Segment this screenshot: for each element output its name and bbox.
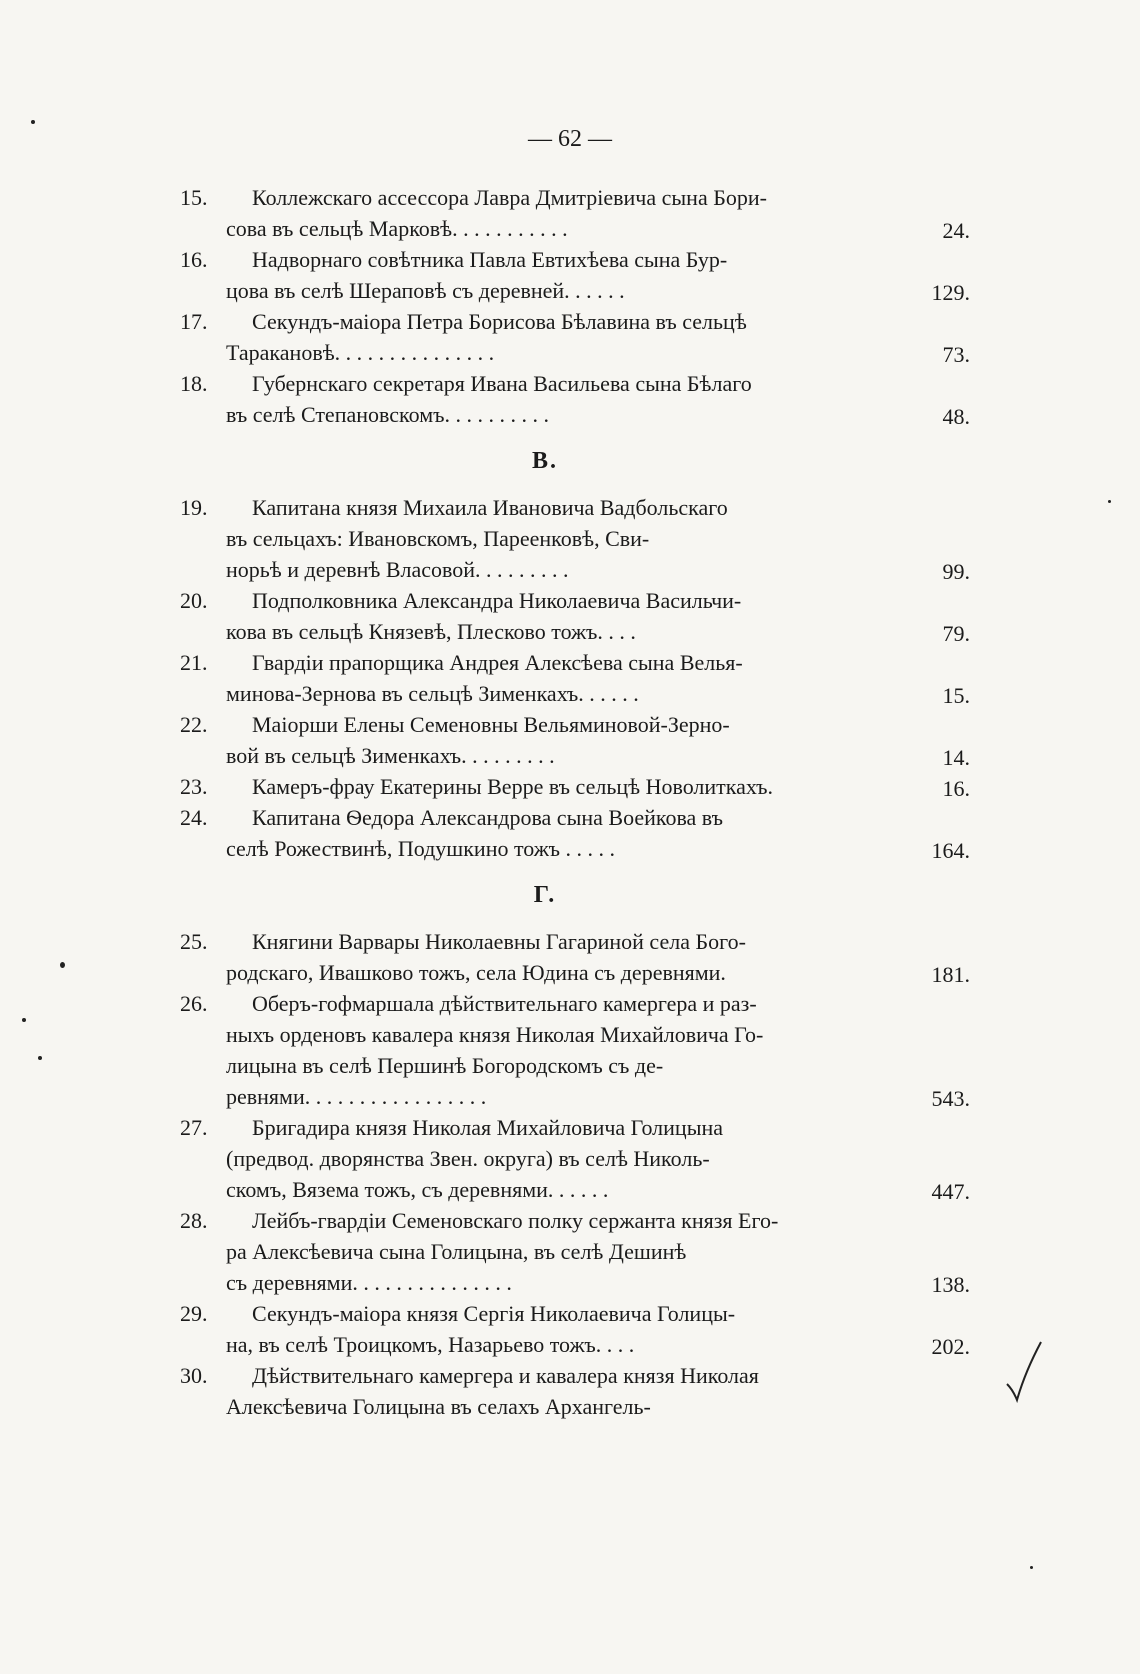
entry-text: норьѣ и деревнѣ Власовой. . . . . . . . . (226, 557, 569, 582)
entry-text: ра Алексѣевича сына Голицына, въ селѣ Дешинѣ (226, 1239, 687, 1264)
entry-text: Дѣйствительнаго камергера и кавалера князя Николая (252, 1363, 759, 1388)
entry-number: 18. (180, 371, 208, 396)
entry-text: сова въ сельцѣ Марковѣ. . . . . . . . . . . (226, 216, 568, 241)
index-entry (180, 368, 970, 430)
entry-number: 25. (180, 929, 208, 954)
entry-line (180, 1236, 970, 1267)
entry-text: Капитана Ѳедора Александрова сына Воейкова въ (252, 805, 724, 830)
page-reference: 447. (931, 1179, 970, 1204)
entry-line (180, 678, 970, 709)
index-entry (180, 306, 970, 368)
entry-text: лицына въ селѣ Першинѣ Богородскомъ съ де- (226, 1053, 664, 1078)
ink-speck (1030, 1566, 1033, 1569)
index-entry (180, 492, 970, 585)
entry-line (180, 1329, 970, 1360)
entry-number: 15. (180, 185, 208, 210)
entry-text: Княгини Варвары Николаевны Гагариной села Бого- (252, 929, 746, 954)
entry-text: селѣ Рожествинѣ, Подушкино тожъ . . . . . (226, 836, 616, 861)
entry-line (180, 709, 970, 740)
entry-number: 19. (180, 495, 208, 520)
entry-line (180, 554, 970, 585)
entry-line (180, 771, 970, 802)
entry-number: 27. (180, 1115, 208, 1140)
entry-text: Секундъ-маіора Петра Борисова Бѣлавина въ сельцѣ (252, 309, 747, 334)
entry-number: 21. (180, 650, 208, 675)
page-reference: 73. (942, 342, 970, 367)
ink-speck (1108, 500, 1111, 503)
section-letter: Г. (533, 882, 557, 908)
entry-number: 26. (180, 991, 208, 1016)
entry-number: 16. (180, 247, 208, 272)
entry-line (180, 1081, 970, 1112)
entry-line (180, 585, 970, 616)
page-number: — 62 — (528, 126, 612, 152)
entry-text: на, въ селѣ Троицкомъ, Назарьево тожъ. . . . (226, 1332, 635, 1357)
index-entry (180, 1112, 970, 1205)
index-entry (180, 182, 970, 244)
index-entry (180, 244, 970, 306)
entry-text: Губернскаго секретаря Ивана Васильева сына Бѣлаго (252, 371, 752, 396)
entry-text: Надворнаго совѣтника Павла Евтихѣева сына Бур- (252, 247, 728, 272)
entry-line (180, 740, 970, 771)
entry-text: Капитана князя Михаила Ивановича Вадбольскаго (252, 495, 728, 520)
index-entry (180, 1298, 970, 1360)
entry-text: Бригадира князя Николая Михайловича Голицына (252, 1115, 724, 1140)
page-reference: 48. (942, 404, 970, 429)
entry-line (180, 399, 970, 430)
entry-line (180, 337, 970, 368)
entry-text: съ деревнями. . . . . . . . . . . . . . . (226, 1270, 512, 1295)
entry-number: 20. (180, 588, 208, 613)
entry-text: кова въ сельцѣ Князевѣ, Плесково тожъ. . . . (226, 619, 636, 644)
entry-line (180, 957, 970, 988)
entry-line (180, 1267, 970, 1298)
entry-number: 30. (180, 1363, 208, 1388)
entry-text: ныхъ орденовъ кавалера князя Николая Михайловича Го- (226, 1022, 764, 1047)
entry-line (180, 244, 970, 275)
ink-speck (60, 962, 65, 968)
index-entry (180, 771, 970, 802)
entry-line (180, 616, 970, 647)
entry-line (180, 213, 970, 244)
entry-text: вой въ сельцѣ Зименкахъ. . . . . . . . . (226, 743, 555, 768)
entry-line (180, 1298, 970, 1329)
page-reference: 181. (931, 962, 970, 987)
entry-line (180, 523, 970, 554)
entry-line (180, 1205, 970, 1236)
section-letter: В. (531, 448, 558, 474)
entry-line (180, 1391, 970, 1422)
entry-text: Таракановѣ. . . . . . . . . . . . . . . (226, 340, 495, 365)
entry-number: 24. (180, 805, 208, 830)
index-entry (180, 1360, 970, 1422)
entry-line (180, 988, 970, 1019)
entry-text: (предвод. дворянства Звен. округа) въ селѣ Николь- (226, 1146, 710, 1171)
page-reference: 99. (942, 559, 970, 584)
index-list (180, 182, 970, 1422)
index-entry (180, 802, 970, 864)
entry-text: скомъ, Вязема тожъ, съ деревнями. . . . . . (226, 1177, 609, 1202)
entry-number: 28. (180, 1208, 208, 1233)
entry-text: Секундъ-маіора князя Сергія Николаевича Голицы- (252, 1301, 736, 1326)
entry-line (180, 306, 970, 337)
page-reference: 24. (942, 218, 970, 243)
page-reference: 14. (942, 745, 970, 770)
entry-line (180, 1174, 970, 1205)
entry-text: въ сельцахъ: Ивановскомъ, Пареенковѣ, Сви- (226, 526, 650, 551)
entry-text: родскаго, Ивашково тожъ, села Юдина съ деревнями. (226, 960, 726, 985)
index-entry (180, 1205, 970, 1298)
ink-speck (38, 1056, 42, 1060)
entry-number: 22. (180, 712, 208, 737)
page-reference: 129. (931, 280, 970, 305)
entry-text: цова въ селѣ Шераповѣ съ деревней. . . . . . (226, 278, 625, 303)
entry-text: Коллежскаго ассессора Лавра Дмитріевича сына Бори- (252, 185, 767, 210)
entry-line (180, 1112, 970, 1143)
entry-line (180, 1019, 970, 1050)
page-reference: 16. (942, 776, 970, 801)
index-entry (180, 647, 970, 709)
entry-text: Камеръ-фрау Екатерины Верре въ сельцѣ Новолиткахъ. (252, 774, 773, 799)
pencil-checkmark-icon (1005, 1338, 1045, 1408)
entry-text: Подполковника Александра Николаевича Васильчи- (252, 588, 742, 613)
entry-text: Гвардіи прапорщика Андрея Алексѣева сына Велья- (252, 650, 743, 675)
entry-text: ревнями. . . . . . . . . . . . . . . . . (226, 1084, 487, 1109)
index-entry (180, 585, 970, 647)
ink-speck (31, 120, 35, 124)
page-reference: 164. (931, 838, 970, 863)
page-reference: 138. (931, 1272, 970, 1297)
entry-line (180, 492, 970, 523)
entry-text: Оберъ-гофмаршала дѣйствительнаго камергера и раз- (252, 991, 757, 1016)
entry-number: 23. (180, 774, 208, 799)
entry-line (180, 368, 970, 399)
page-reference: 15. (942, 683, 970, 708)
index-entry (180, 926, 970, 988)
entry-line (180, 802, 970, 833)
entry-text: минова-Зернова въ сельцѣ Зименкахъ. . . . . . (226, 681, 639, 706)
entry-number: 17. (180, 309, 208, 334)
entry-line (180, 647, 970, 678)
entry-text: Алексѣевича Голицына въ селахъ Архангель- (226, 1394, 651, 1419)
page-reference: 202. (931, 1334, 970, 1359)
entry-number: 29. (180, 1301, 208, 1326)
entry-text: Маіорши Елены Семеновны Вельяминовой-Зерно- (252, 712, 730, 737)
entry-line (180, 182, 970, 213)
page-reference: 543. (931, 1086, 970, 1111)
page-reference: 79. (942, 621, 970, 646)
entry-line (180, 833, 970, 864)
index-entry (180, 709, 970, 771)
entry-line (180, 275, 970, 306)
entry-line (180, 1143, 970, 1174)
entry-line (180, 1050, 970, 1081)
index-entry (180, 988, 970, 1112)
entry-text: въ селѣ Степановскомъ. . . . . . . . . . (226, 402, 549, 427)
entry-line (180, 926, 970, 957)
entry-line (180, 1360, 970, 1391)
ink-speck (22, 1018, 26, 1022)
entry-text: Лейбъ-гвардіи Семеновскаго полку сержанта князя Его- (252, 1208, 779, 1233)
